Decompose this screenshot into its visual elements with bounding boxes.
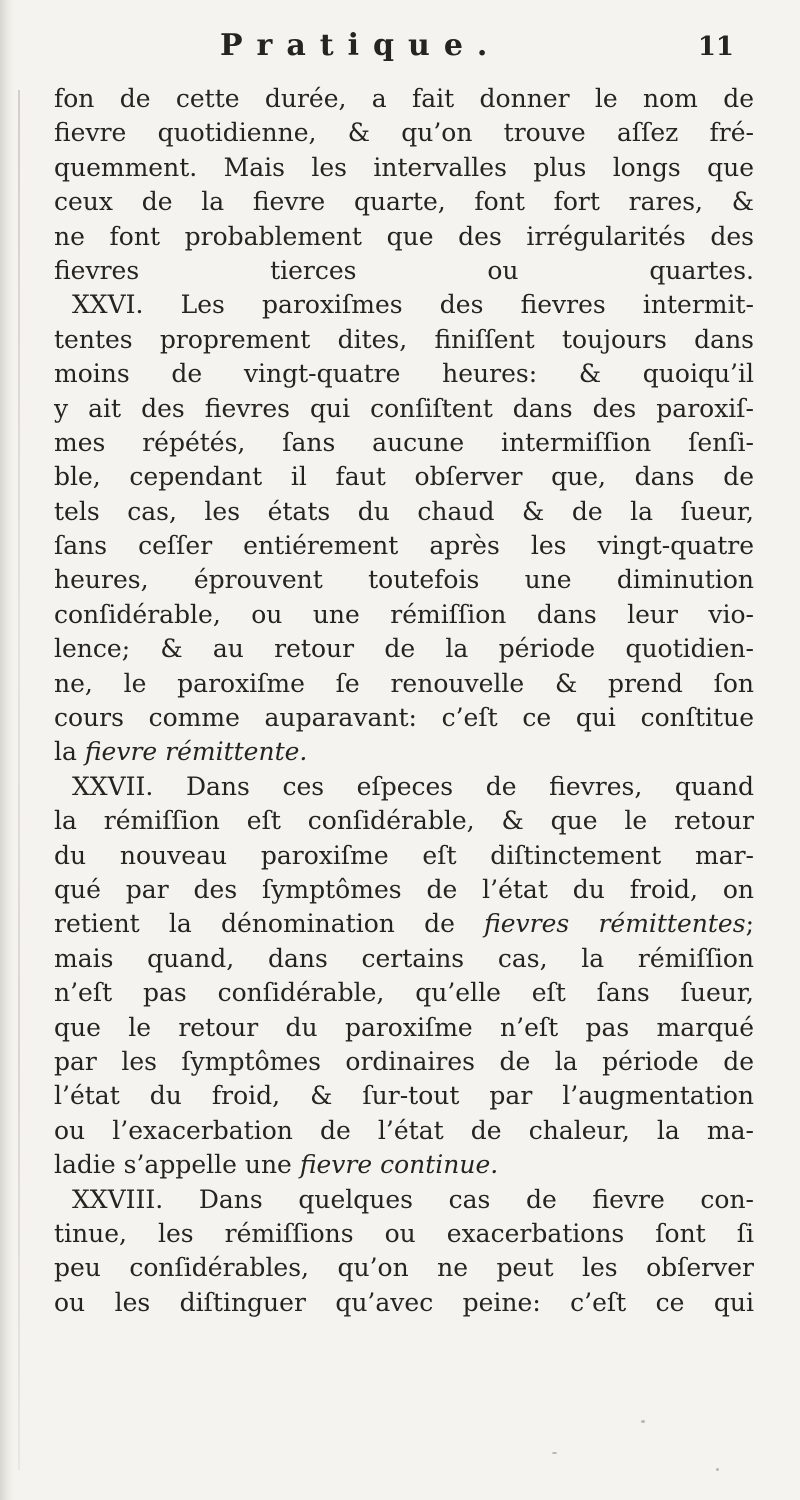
paper-speck [552,1452,557,1454]
text-line-roman: tinue, les rémiſſions ou exacerbations ſont ſi [54,1218,754,1248]
text-line-roman: que le retour du paroxiſme n’eſt pas marqué [54,1012,754,1042]
text-line-roman: retient la dénomination de [54,909,485,939]
text-line-roman: tentes proprement dites, finiſſent toujours dans [54,324,754,354]
text-line-italic: fievre continue. [299,1150,499,1180]
text-line-roman: mais quand, dans certains cas, la rémiſſion [54,943,754,973]
text-line-roman: la rémiſſion eſt conſidérable, & que le retour [54,806,754,836]
text-line [54,804,754,838]
running-title: Pratique. [220,28,502,63]
text-line-italic: fievre rémittente. [84,737,308,767]
text-line-roman: l’état du froid, & ſur-tout par l’augmentation [54,1081,754,1111]
text-line [54,116,754,150]
text-line-roman: fievre quotidienne, & qu’on trouve aſſez fré- [54,118,754,148]
text-line-roman: ble, cependant il faut obſerver que, dans de [54,462,754,492]
text-line [54,735,754,769]
text-line-roman: par les ſymptômes ordinaires de la période de [54,1046,754,1076]
text-line-roman: ceux de la fievre quarte, font fort rares, & [54,187,754,217]
text-line-roman: peu conſidérables, qu’on ne peut les obſerver [54,1253,754,1283]
text-line-roman: ou les diſtinguer qu’avec peine: c’eſt ce qui [54,1287,754,1317]
text-line [54,563,754,597]
body-text [54,82,754,1320]
text-line [54,529,754,563]
text-line-roman: ou l’exacerbation de l’état de chaleur, la ma- [54,1115,754,1145]
text-line [54,701,754,735]
text-line [54,392,754,426]
text-line [54,873,754,907]
text-line-italic: fievres rémittentes [484,909,746,939]
text-line [54,220,754,254]
text-line [54,1286,754,1320]
text-line-roman: tels cas, les états du chaud & de la ſueur, [54,496,754,526]
text-line-roman: n’eſt pas conſidérable, qu’elle eſt ſans ſueur, [54,978,754,1008]
text-line-roman-tail: ; [745,909,754,939]
text-line-roman: quemment. Mais les intervalles plus longs que [54,152,754,182]
text-line [54,1114,754,1148]
text-line-roman: conſidérable, ou une rémiſſion dans leur vio- [54,599,754,629]
text-line-roman: XXVIII. Dans quelques cas de fievre con- [72,1184,754,1214]
text-line [54,598,754,632]
text-line-roman: cours comme auparavant: c’eſt ce qui conſtitue [54,703,754,733]
text-line [54,426,754,460]
text-line [54,460,754,494]
text-line-roman: qué par des ſymptômes de l’état du froid, on [54,874,754,904]
page-binding-edge [0,0,14,1500]
text-line-roman: XXVI. Les paroxiſmes des fievres intermit- [72,290,754,320]
text-line [54,976,754,1010]
text-line-roman: la [54,737,85,767]
gutter-shadow [18,90,20,1470]
text-line-roman: XXVII. Dans ces eſpeces de fievres, quand [72,771,754,801]
text-line [54,1045,754,1079]
text-line [54,495,754,529]
text-line [54,632,754,666]
text-line [54,254,754,288]
text-line-roman: lence; & au retour de la période quotidien- [54,634,754,664]
paper-speck [641,1420,645,1423]
text-line-roman: du nouveau paroxiſme eſt diſtinctement mar- [54,840,754,870]
page-number: 11 [697,32,734,62]
text-line [54,185,754,219]
text-line [54,942,754,976]
text-line [54,770,754,804]
text-line [54,839,754,873]
text-line [54,1079,754,1113]
running-head [0,28,800,78]
text-line-roman: mes répétés, ſans aucune intermiſſion ſenſi- [54,427,754,457]
text-line [54,323,754,357]
text-line-roman: fievres tierces ou quartes. [54,255,754,285]
text-line-roman: heures, éprouvent toutefois une diminution [54,565,754,595]
text-line-roman: ſans ceſſer entiérement après les vingt-quatre [54,531,754,561]
text-line-roman: ne font probablement que des irrégularités des [54,221,754,251]
text-line-roman: fon de cette durée, a fait donner le nom de [54,84,754,113]
text-line [54,1011,754,1045]
text-line-roman: moins de vingt-quatre heures: & quoiqu’il [54,359,754,389]
text-line [54,1183,754,1217]
text-line [54,151,754,185]
text-line [54,82,754,116]
text-line [54,357,754,391]
text-line [54,907,754,941]
text-line [54,1148,754,1182]
paper-speck [716,1468,719,1471]
text-line [54,667,754,701]
text-line-roman: ladie s’appelle une [54,1150,300,1180]
text-line-roman: ne, le paroxiſme ſe renouvelle & prend ſon [54,668,754,698]
text-line [54,1217,754,1251]
text-line-roman: y ait des fievres qui conſiſtent dans des paroxiſ- [54,393,754,423]
text-line [54,288,754,322]
text-line [54,1251,754,1285]
